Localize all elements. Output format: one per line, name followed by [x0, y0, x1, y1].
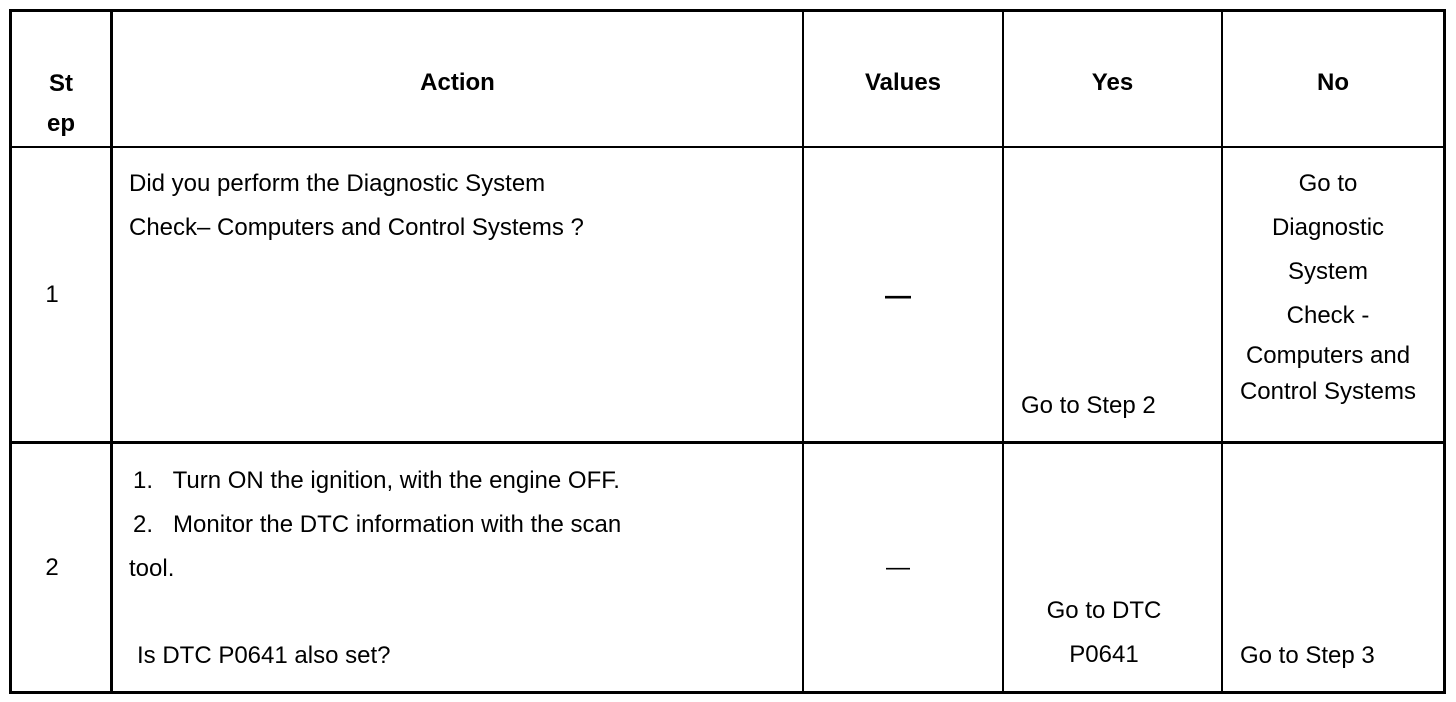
header-divider [9, 146, 1446, 148]
row2-action-cont: tool. [129, 555, 175, 582]
header-no: No [1317, 69, 1349, 96]
row2-yes-line1: Go to DTC [1046, 597, 1162, 624]
header-yes: Yes [1091, 69, 1134, 96]
row1-no-line5: Computers and [1245, 342, 1411, 369]
row1-action-line1: Did you perform the Diagnostic System [129, 170, 546, 197]
col-divider-action [110, 9, 113, 694]
col-divider-values [802, 9, 804, 694]
row2-action-question: Is DTC P0641 also set? [137, 642, 391, 669]
row1-action [129, 162, 789, 250]
header-step-line2: ep [46, 110, 75, 137]
row1-step: 1 [45, 281, 59, 308]
row2-yes-line2: P0641 [1069, 641, 1139, 668]
header-values: Values [864, 69, 942, 96]
row2-action-item2: 2. Monitor the DTC information with the scan [133, 511, 622, 538]
row2-action-item1: 1. Turn ON the ignition, with the engine OFF. [133, 467, 620, 494]
row2-action [129, 459, 789, 591]
row1-no [1223, 162, 1433, 410]
row1-value: — [885, 280, 911, 310]
row1-no-line4: Check - [1286, 302, 1370, 329]
row1-no-line6: Control Systems [1239, 378, 1417, 405]
row1-yes: Go to Step 2 [1021, 392, 1156, 419]
row2-no: Go to Step 3 [1240, 642, 1375, 669]
table-border-top [9, 9, 1446, 12]
row2-yes [1004, 589, 1204, 677]
row2-value: — [886, 554, 910, 581]
header-action: Action [420, 69, 495, 96]
row1-action-line2: Check– Computers and Control Systems ? [129, 214, 584, 241]
row1-no-line3: System [1287, 258, 1368, 285]
header-step [12, 64, 110, 144]
table-border-bottom [9, 691, 1446, 694]
row2-step: 2 [45, 554, 59, 581]
row1-no-line2: Diagnostic [1271, 214, 1385, 241]
header-step-line1: St [49, 70, 73, 97]
row-divider [9, 441, 1446, 444]
table-border-right [1443, 9, 1446, 694]
row1-no-line1: Go to [1298, 170, 1358, 197]
